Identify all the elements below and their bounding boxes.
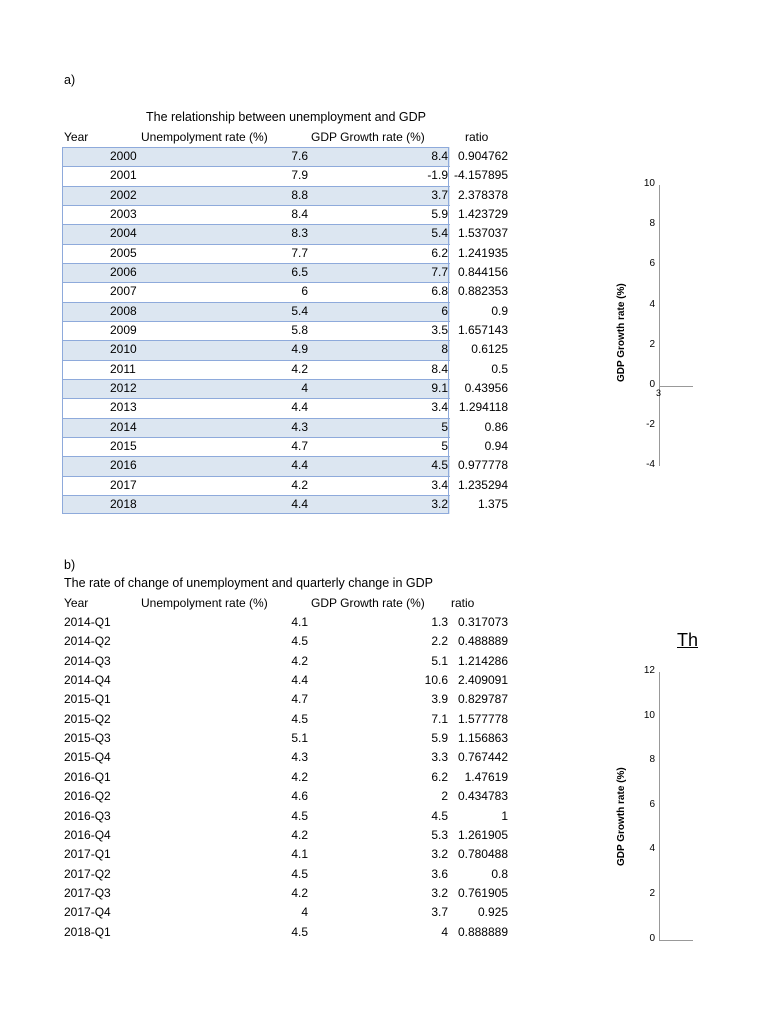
cell-gdp: 3.3 — [431, 750, 448, 765]
cell-ratio: 0.844156 — [457, 264, 508, 279]
chart-b-title-fragment: Th — [677, 630, 699, 650]
cell-year: 2013 — [110, 400, 137, 415]
header-year-a: Year — [64, 130, 89, 144]
cell-ratio: 0.882353 — [457, 284, 508, 299]
table-row — [62, 671, 514, 690]
cell-unemp: 6 — [301, 284, 308, 299]
cell-year: 2014-Q4 — [64, 673, 111, 688]
cell-year: 2006 — [110, 264, 137, 279]
cell-gdp: 6.8 — [431, 284, 448, 299]
cell-gdp: 5.9 — [431, 731, 448, 746]
cell-year: 2017-Q4 — [64, 905, 111, 920]
cell-unemp: 4.5 — [291, 866, 308, 881]
cell-year: 2011 — [110, 361, 136, 376]
cell-gdp: 3.6 — [431, 866, 448, 881]
table-row — [62, 903, 514, 922]
cell-gdp: 3.2 — [431, 496, 448, 511]
cell-ratio: 0.8 — [491, 866, 508, 881]
cell-year: 2017-Q1 — [64, 847, 111, 862]
cell-unemp: 4.1 — [291, 615, 308, 629]
cell-gdp: 3.5 — [431, 322, 448, 337]
cell-year: 2010 — [110, 342, 137, 357]
cell-year: 2017-Q2 — [64, 866, 111, 881]
cell-unemp: 5.8 — [291, 322, 308, 337]
cell-year: 2016-Q4 — [64, 827, 111, 842]
chart-a-xtick: 3 — [655, 388, 661, 398]
cell-gdp: 3.7 — [431, 905, 448, 920]
cell-unemp: 4.4 — [291, 400, 308, 415]
cell-unemp: 4.7 — [291, 692, 308, 707]
chart-b-ytick: 2 — [649, 888, 655, 899]
cell-unemp: 4.2 — [291, 885, 308, 900]
cell-gdp: 2.2 — [431, 634, 448, 649]
cell-unemp: 5.1 — [291, 731, 308, 746]
cell-year: 2016-Q1 — [64, 769, 111, 784]
cell-gdp: 3.7 — [431, 187, 448, 202]
cell-unemp: 6.5 — [291, 264, 308, 279]
header-ratio-b: ratio — [451, 596, 475, 610]
cell-ratio: 0.888889 — [457, 924, 508, 939]
cell-gdp: -1.9 — [427, 168, 448, 183]
cell-ratio: 1.241935 — [457, 245, 508, 260]
chart-a-ytick: 8 — [649, 218, 655, 230]
cell-ratio: 0.488889 — [457, 634, 508, 649]
cell-unemp: 7.6 — [291, 149, 308, 163]
chart-a-ytick: 6 — [649, 258, 655, 270]
cell-gdp: 5.4 — [431, 226, 448, 241]
chart-a-y-title: GDP Growth rate (%) — [616, 283, 627, 382]
cell-gdp: 5 — [441, 438, 448, 453]
chart-a-ytick: -2 — [646, 419, 655, 431]
cell-unemp: 5.4 — [291, 303, 308, 318]
cell-gdp: 3.9 — [431, 692, 448, 707]
cell-ratio: 1.375 — [477, 496, 508, 511]
cell-year: 2016-Q3 — [64, 808, 111, 823]
table-row — [62, 807, 514, 826]
cell-gdp: 1.3 — [431, 615, 448, 629]
cell-unemp: 4 — [301, 380, 308, 395]
table-row — [62, 768, 514, 787]
cell-year: 2014-Q3 — [64, 653, 111, 668]
cell-gdp: 3.2 — [431, 847, 448, 862]
section-b-marker: b) — [64, 558, 76, 572]
cell-gdp: 9.1 — [431, 380, 448, 395]
cell-gdp: 6.2 — [431, 245, 448, 260]
chart-a-ytick: -4 — [646, 459, 655, 471]
cell-gdp: 5.9 — [431, 206, 448, 221]
cell-unemp: 8.8 — [291, 187, 308, 202]
chart-b-ytick: 4 — [649, 843, 655, 855]
cell-ratio: 0.761905 — [457, 885, 508, 900]
header-unemp-a: Unempolyment rate (%) — [141, 130, 268, 144]
cell-unemp: 4 — [301, 905, 308, 920]
cell-ratio: 0.9 — [491, 303, 508, 318]
cell-ratio: 0.977778 — [457, 458, 508, 473]
chart-b-ytick: 0 — [649, 932, 655, 944]
cell-gdp: 2 — [441, 789, 448, 804]
cell-year: 2017-Q3 — [64, 885, 111, 900]
cell-year: 2004 — [110, 226, 137, 241]
cell-ratio: 0.43956 — [464, 380, 508, 395]
cell-gdp: 4 — [441, 924, 448, 939]
cell-unemp: 4.2 — [291, 769, 308, 784]
cell-ratio: 0.904762 — [457, 149, 508, 163]
cell-gdp: 5.3 — [431, 827, 448, 842]
cell-ratio: 2.409091 — [457, 673, 508, 688]
section-b-title: The rate of change of unemployment and quarterly change in GDP — [64, 576, 433, 590]
cell-gdp: 8 — [441, 342, 448, 357]
cell-unemp: 4.5 — [291, 711, 308, 726]
cell-year: 2016-Q2 — [64, 789, 111, 804]
cell-unemp: 4.7 — [291, 438, 308, 453]
cell-ratio: 0.434783 — [457, 789, 508, 804]
cell-year: 2001 — [110, 168, 137, 183]
cell-year: 2017 — [110, 477, 137, 492]
cell-year: 2005 — [110, 245, 137, 260]
cell-unemp: 4.4 — [291, 673, 308, 688]
cell-gdp: 6 — [441, 303, 448, 318]
cell-ratio: 1 — [501, 808, 508, 823]
table-row — [62, 613, 514, 632]
chart-b-y-title: GDP Growth rate (%) — [616, 767, 627, 866]
cell-unemp: 4.1 — [291, 847, 308, 862]
header-ratio-a: ratio — [465, 130, 489, 144]
chart-a-ytick: 4 — [649, 298, 655, 310]
cell-ratio: 0.86 — [484, 419, 508, 434]
cell-unemp: 4.5 — [291, 808, 308, 823]
cell-unemp: 7.9 — [291, 168, 308, 183]
cell-gdp: 8.4 — [431, 361, 448, 376]
header-gdp-b: GDP Growth rate (%) — [311, 596, 425, 610]
table-row — [62, 729, 514, 748]
table-row — [62, 632, 514, 651]
cell-year: 2018 — [110, 496, 137, 511]
table-row — [62, 710, 514, 729]
table-row — [62, 884, 514, 903]
chart-b-ytick: 12 — [643, 665, 655, 676]
cell-gdp: 3.2 — [431, 885, 448, 900]
chart-a-ytick: 2 — [649, 338, 655, 350]
table-row — [62, 826, 514, 845]
table-a-border — [62, 147, 449, 514]
cell-ratio: 1.423729 — [457, 206, 508, 221]
cell-ratio: 1.294118 — [458, 400, 508, 415]
chart-a-ytick: 0 — [649, 379, 655, 390]
cell-year: 2008 — [110, 303, 137, 318]
cell-year: 2015-Q4 — [64, 750, 111, 765]
cell-year: 2009 — [110, 322, 137, 337]
cell-unemp: 4.4 — [291, 496, 308, 511]
cell-gdp: 10.6 — [424, 673, 448, 688]
cell-unemp: 4.2 — [291, 653, 308, 668]
chart-a-y-axis — [659, 185, 660, 466]
cell-unemp: 4.5 — [291, 924, 308, 939]
cell-year: 2007 — [110, 284, 137, 299]
cell-year: 2016 — [110, 458, 137, 473]
chart-b-x-axis — [659, 940, 693, 941]
table-row — [62, 652, 514, 671]
cell-year: 2015-Q3 — [64, 731, 111, 746]
chart-b-ytick: 8 — [649, 754, 655, 766]
cell-ratio: 1.577778 — [457, 711, 508, 726]
cell-year: 2015-Q1 — [64, 692, 111, 707]
cell-unemp: 4.2 — [291, 361, 308, 376]
cell-ratio: 1.47619 — [464, 769, 508, 784]
cell-ratio: 0.767442 — [457, 750, 508, 765]
cell-ratio: 0.829787 — [457, 692, 508, 707]
cell-ratio: 1.261905 — [457, 827, 508, 842]
cell-year: 2003 — [110, 206, 137, 221]
cell-unemp: 4.3 — [291, 750, 308, 765]
header-gdp-a: GDP Growth rate (%) — [311, 130, 425, 144]
cell-gdp: 6.2 — [431, 769, 448, 784]
cell-gdp: 3.4 — [431, 477, 448, 492]
section-a-title: The relationship between unemployment and GDP — [146, 110, 427, 124]
chart-b-ytick: 10 — [643, 709, 655, 721]
cell-ratio: 0.780488 — [457, 847, 508, 862]
cell-year: 2015 — [110, 438, 137, 453]
cell-unemp: 4.5 — [291, 634, 308, 649]
cell-ratio: 1.235294 — [457, 477, 508, 492]
cell-year: 2014 — [110, 419, 137, 434]
cell-year: 2014-Q2 — [64, 634, 111, 649]
cell-ratio: 1.156863 — [457, 731, 508, 746]
cell-ratio: 0.317073 — [457, 615, 508, 629]
cell-unemp: 7.7 — [291, 245, 308, 260]
cell-ratio: -4.157895 — [453, 168, 508, 183]
cell-gdp: 7.1 — [431, 711, 448, 726]
header-unemp-b: Unempolyment rate (%) — [141, 596, 268, 610]
chart-b-ytick: 6 — [649, 798, 655, 810]
cell-ratio: 1.657143 — [457, 322, 508, 337]
cell-gdp: 5 — [441, 419, 448, 434]
table-row — [62, 845, 514, 864]
cell-year: 2000 — [110, 149, 137, 163]
cell-ratio: 2.378378 — [457, 187, 508, 202]
cell-unemp: 4.2 — [291, 827, 308, 842]
cell-unemp: 4.3 — [291, 419, 308, 434]
cell-year: 2014-Q1 — [64, 615, 111, 629]
table-row — [62, 865, 514, 884]
section-a-marker: a) — [64, 73, 76, 87]
chart-a-x-axis — [659, 386, 693, 387]
header-year-b: Year — [64, 596, 89, 610]
cell-year: 2012 — [110, 380, 137, 395]
table-row — [62, 787, 514, 806]
cell-unemp: 4.2 — [291, 477, 308, 492]
table-row — [62, 748, 514, 767]
cell-unemp: 8.4 — [291, 206, 308, 221]
cell-unemp: 8.3 — [291, 226, 308, 241]
cell-year: 2015-Q2 — [64, 711, 111, 726]
cell-year: 2002 — [110, 187, 137, 202]
cell-gdp: 5.1 — [431, 653, 448, 668]
cell-ratio: 1.537037 — [457, 226, 508, 241]
cell-unemp: 4.4 — [291, 458, 308, 473]
cell-ratio: 0.5 — [491, 361, 508, 376]
cell-ratio: 0.925 — [477, 905, 508, 920]
cell-gdp: 4.5 — [431, 458, 448, 473]
cell-gdp: 8.4 — [431, 149, 448, 163]
table-row — [62, 923, 514, 942]
chart-a-ytick: 10 — [643, 178, 655, 189]
cell-ratio: 0.94 — [484, 438, 508, 453]
cell-ratio: 1.214286 — [457, 653, 508, 668]
cell-unemp: 4.9 — [291, 342, 308, 357]
chart-b-y-axis — [659, 672, 660, 940]
cell-unemp: 4.6 — [291, 789, 308, 804]
cell-year: 2018-Q1 — [64, 924, 111, 939]
cell-gdp: 4.5 — [431, 808, 448, 823]
cell-ratio: 0.6125 — [471, 342, 508, 357]
cell-gdp: 3.4 — [431, 400, 448, 415]
cell-gdp: 7.7 — [431, 264, 448, 279]
table-row — [62, 690, 514, 709]
